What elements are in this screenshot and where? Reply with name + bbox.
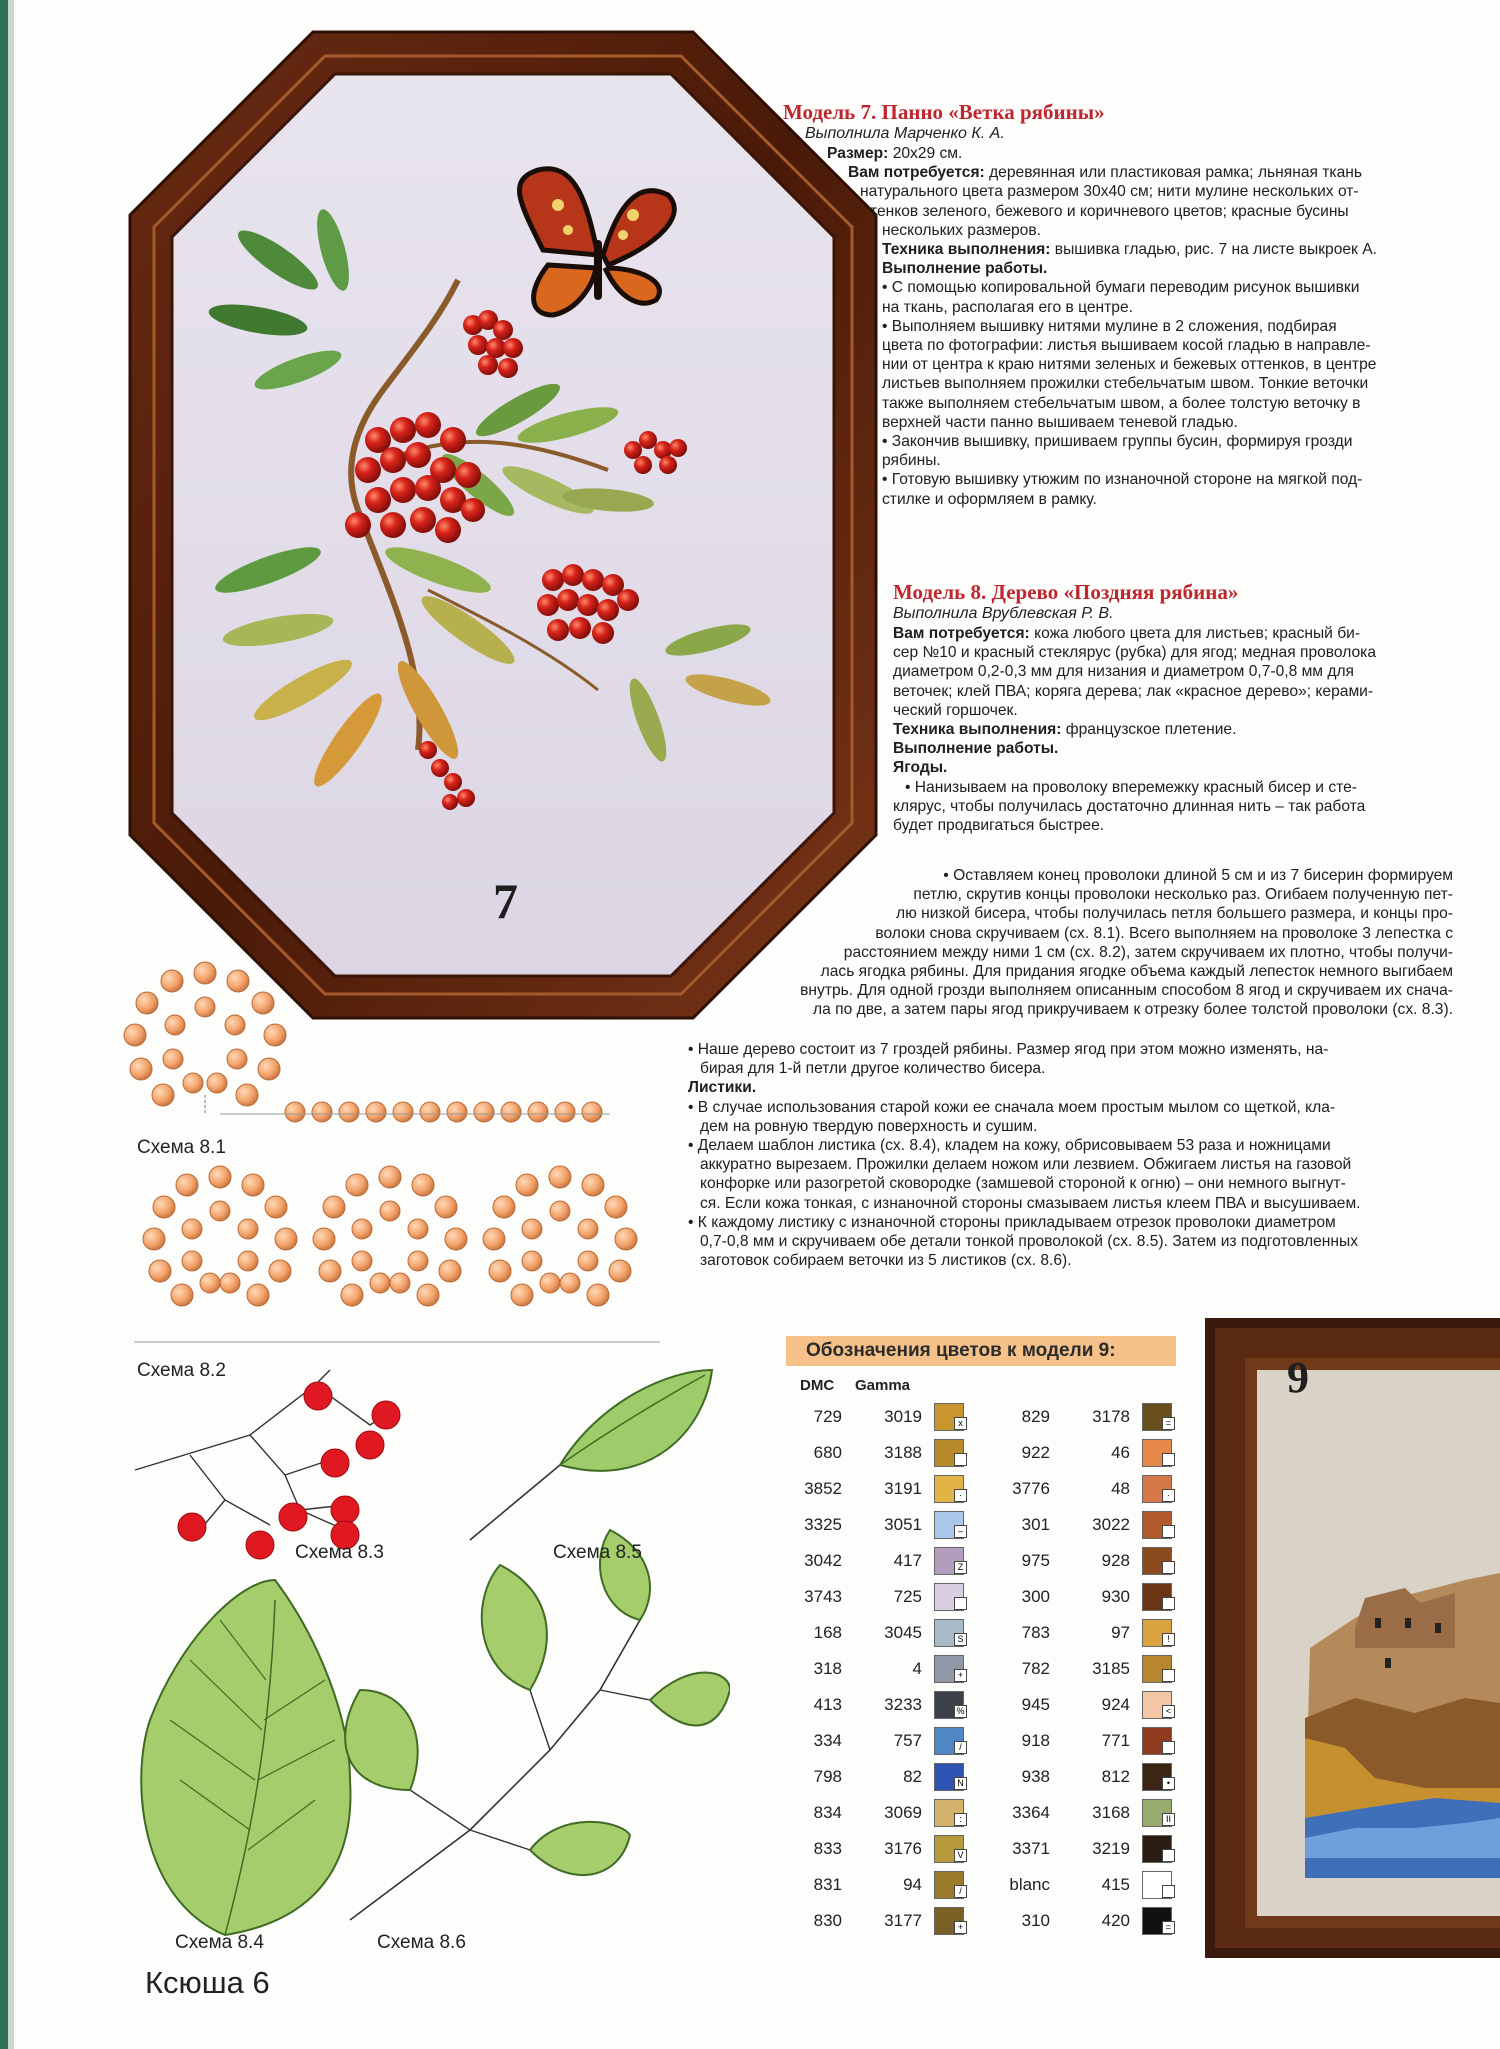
m8-needs-line-2: диаметром 0,2-0,3 мм для низания и диаметром 0,7-0,8 мм для <box>893 663 1355 681</box>
gamma-code: 94 <box>903 1875 922 1894</box>
gamma-code: 3176 <box>884 1839 922 1858</box>
gamma-code: 420 <box>1101 1911 1130 1930</box>
m8-leaves-p2-line: аккуратно вырезаем. Прожилки делаем ножом или лезвием. Обжигаем листья на газовой <box>700 1156 1352 1174</box>
dmc-code: 680 <box>813 1443 842 1462</box>
caption-scheme-8-5: Схема 8.5 <box>553 1542 642 1563</box>
gamma-code: 3069 <box>884 1803 922 1822</box>
symbol-box: S <box>954 1633 967 1646</box>
gamma-code: 812 <box>1101 1767 1130 1786</box>
gamma-code: 48 <box>1111 1479 1130 1498</box>
gamma-code: 3051 <box>884 1515 922 1534</box>
dmc-code: 830 <box>813 1911 842 1930</box>
symbol-box: N <box>954 1777 967 1790</box>
gamma-code: 928 <box>1101 1551 1130 1570</box>
gamma-code: 46 <box>1111 1443 1130 1462</box>
needs-label: Вам потребуется: <box>848 164 985 182</box>
m8-berries-p2-line: внутрь. Для одной грозди выполняем описанным способом 8 ягод и скручиваем их снача- <box>800 982 1453 1000</box>
gamma-code: 4 <box>912 1659 922 1678</box>
dmc-code: 334 <box>813 1731 842 1750</box>
m8-needs-text: кожа любого цвета для листьев; красный би- <box>1029 625 1361 642</box>
step-line: • С помощью копировальной бумаги переводим рисунок вышивки <box>882 278 1478 297</box>
dmc-code: 300 <box>1021 1587 1050 1606</box>
m8-berries-p1-line: • Нанизываем на проволоку вперемежку красный бисер и сте- <box>905 778 1453 797</box>
step-0 <box>882 278 1478 316</box>
symbol-box <box>1162 1849 1175 1862</box>
m8-berries-p1-line: будет продвигаться быстрее. <box>893 817 1105 835</box>
dmc-code: 413 <box>813 1695 842 1714</box>
gamma-code: 3191 <box>884 1479 922 1498</box>
symbol-box: + <box>954 1921 967 1934</box>
m8-berries-p2-line: • Оставляем конец проволоки длиной 5 см и из 7 бисерин формируем <box>688 866 1453 885</box>
model-7-body <box>848 163 1478 509</box>
dmc-code: 729 <box>813 1407 842 1426</box>
dmc-code: 975 <box>1021 1551 1050 1570</box>
step-line: на ткань, располагая его в центре. <box>882 298 1133 316</box>
dmc-code: 834 <box>813 1803 842 1822</box>
symbol-box <box>1162 1453 1175 1466</box>
symbol-box: · <box>1162 1489 1175 1502</box>
legend-col-dmc: DMC <box>800 1377 835 1394</box>
symbol-box: II <box>1162 1813 1175 1826</box>
dmc-code: 3042 <box>804 1551 842 1570</box>
gamma-code: 3019 <box>884 1407 922 1426</box>
m8-berries-p2-line: лю низкой бисера, чтобы получилась петля большего размера, и концы про- <box>896 905 1453 923</box>
page-edge-strip <box>0 0 8 2049</box>
dmc-code: 798 <box>813 1767 842 1786</box>
dmc-code: 918 <box>1021 1731 1050 1750</box>
symbol-box: = <box>1162 1921 1175 1934</box>
step-line: стилке и оформляем в рамку. <box>882 490 1097 508</box>
symbol-box: / <box>954 1741 967 1754</box>
step-1 <box>882 317 1478 432</box>
model-7-size <box>827 144 1483 163</box>
gamma-code: 3188 <box>884 1443 922 1462</box>
step-line: • Готовую вышивку утюжим по изнаночной стороне на мягкой под- <box>882 470 1478 489</box>
m8-berries-p2-line: ла по две, а затем пары ягод прикручиваем к отрезку более толстой проволоки (сх. 8.3). <box>813 1001 1453 1019</box>
m8-berries-p3-line: • Наше дерево состоит из 7 гроздей рябины. Размер ягод при этом можно изменять, на- <box>688 1040 1463 1059</box>
work-label: Выполнение работы. <box>882 260 1048 278</box>
gamma-code: 82 <box>903 1767 922 1786</box>
symbol-box: < <box>1162 1705 1175 1718</box>
needs-line-1: натурального цвета размером 30х40 см; нити мулине нескольких от- <box>860 183 1359 201</box>
dmc-code: 301 <box>1021 1515 1050 1534</box>
symbol-box: x <box>954 1417 967 1430</box>
dmc-code: 833 <box>813 1839 842 1858</box>
m8-leaves-p2-line: конфорке или разогретой сковородке (замшевой стороной к огню) – они немного выгнут- <box>700 1175 1346 1193</box>
dmc-code: 922 <box>1021 1443 1050 1462</box>
legend-right-column <box>992 1403 1182 1943</box>
dmc-code: 3371 <box>1012 1839 1050 1858</box>
step-3 <box>882 470 1478 508</box>
symbol-box <box>954 1597 967 1610</box>
symbol-box <box>1162 1561 1175 1574</box>
size-label: Размер: <box>827 145 889 162</box>
step-line: верхней части панно вышиваем теневой гладью. <box>882 413 1238 431</box>
photo-model-9 <box>1205 1318 1500 1958</box>
caption-scheme-8-3: Схема 8.3 <box>295 1542 384 1563</box>
model-7-title: Модель 7. Панно «Ветка рябины» <box>783 100 1105 124</box>
gamma-code: 3219 <box>1092 1839 1130 1858</box>
gamma-code: 3022 <box>1092 1515 1130 1534</box>
m8-leaves-p1-line: • В случае использования старой кожи ее сначала моем простым мылом со щеткой, кла- <box>688 1098 1463 1117</box>
symbol-box: / <box>954 1885 967 1898</box>
m8-tech-value: французское плетение. <box>1061 721 1237 739</box>
model-8-header <box>893 580 1453 835</box>
m8-leaves-p3-line: • К каждому листику с изнаночной стороны прикладываем отрезок проволоки диаметром <box>688 1213 1463 1232</box>
m8-berries-label: Ягоды. <box>893 759 948 777</box>
photo-number-7: 7 <box>493 873 518 929</box>
dmc-code: 3743 <box>804 1587 842 1606</box>
model-7-author: Выполнила Марченко К. А. <box>805 125 1005 142</box>
needs-line-0 <box>848 163 1478 182</box>
dmc-code: 3776 <box>1012 1479 1050 1498</box>
symbol-box: Z <box>954 1561 967 1574</box>
gamma-code: 97 <box>1111 1623 1130 1642</box>
m8-berries-p2-line: расстоянием между ними 1 см (сх. 8.2), затем скручиваем их плотно, чтобы получи- <box>843 943 1453 961</box>
caption-scheme-8-1: Схема 8.1 <box>137 1137 226 1158</box>
symbol-box: ! <box>1162 1633 1175 1646</box>
symbol-box: : <box>954 1813 967 1826</box>
framed-cross-stitch-landscape <box>1205 1318 1500 1958</box>
gamma-code: 415 <box>1101 1875 1130 1894</box>
symbol-box <box>1162 1597 1175 1610</box>
step-line: листьев выполняем прожилки стебельчатым швом. Тонкие веточки <box>882 375 1369 393</box>
tech-line <box>882 240 1478 259</box>
dmc-code: 783 <box>1021 1623 1050 1642</box>
m8-work-label: Выполнение работы. <box>893 740 1059 758</box>
m8-tech-label: Техника выполнения: <box>893 721 1062 739</box>
symbol-box: + <box>954 1669 967 1682</box>
model-8-title: Модель 8. Дерево «Поздняя рябина» <box>893 580 1239 604</box>
caption-scheme-8-4: Схема 8.4 <box>175 1932 264 1953</box>
step-line: также выполняем стебельчатым швом, а более толстую веточку в <box>882 394 1361 412</box>
gamma-code: 930 <box>1101 1587 1130 1606</box>
m8-leaves-p2-line: ся. Если кожа тонкая, с изнаночной стороны смазываем листья клеем ПВА и высушиваем. <box>700 1194 1361 1212</box>
dmc-code: 168 <box>813 1623 842 1642</box>
m8-leaves-p1-line: дем на ровную твердую поверхность и сушим. <box>700 1117 1038 1135</box>
dmc-code: blanc <box>1009 1875 1050 1894</box>
caption-scheme-8-2: Схема 8.2 <box>137 1360 226 1381</box>
m8-berries-p2-line: волоки снова скручиваем (сх. 8.1). Всего выполняем на проволоке 3 лепестка с <box>875 924 1453 942</box>
gamma-code: 3045 <box>884 1623 922 1642</box>
m8-berries-p2-line: лась ягодка рябины. Для придания ягодке объема каждый лепесток немного выгибаем <box>820 963 1453 981</box>
gamma-code: 771 <box>1101 1731 1130 1750</box>
legend-left-column <box>784 1403 974 1943</box>
m8-needs-line-0 <box>893 624 1453 643</box>
dmc-code: 782 <box>1021 1659 1050 1678</box>
m8-needs-line-1: сер №10 и красный стеклярус (рубка) для ягод; медная проволока <box>893 644 1377 662</box>
legend-title: Обозначения цветов к модели 9: <box>786 1336 1176 1366</box>
step-line: цвета по фотографии: листья вышиваем косой гладью в направле- <box>882 337 1371 355</box>
dmc-code: 829 <box>1021 1407 1050 1426</box>
gamma-code: 924 <box>1101 1695 1130 1714</box>
symbol-box: • <box>1162 1777 1175 1790</box>
photo-number-9: 9 <box>1287 1353 1309 1402</box>
tech-value: вышивка гладью, рис. 7 на листе выкроек А. <box>1050 241 1377 259</box>
model-7-section <box>783 100 1483 509</box>
dmc-code: 831 <box>813 1875 842 1894</box>
dmc-code: 938 <box>1021 1767 1050 1786</box>
needs-line-3: нескольких размеров. <box>882 221 1041 239</box>
m8-needs-line-3: веточек; клей ПВА; коряга дерева; лак «красное дерево»; керами- <box>893 682 1374 700</box>
gamma-code: 3178 <box>1092 1407 1130 1426</box>
page-footer: Ксюша 6 <box>145 1965 270 2000</box>
leaf-berry-schemes <box>130 1360 730 1940</box>
symbol-box <box>1162 1669 1175 1682</box>
symbol-box: V <box>954 1849 967 1862</box>
gamma-code: 417 <box>893 1551 922 1570</box>
step-line: нии от центра к краю нитями зеленых и бежевых оттенков, в центре <box>882 356 1377 374</box>
m8-berries-p1-line: клярус, чтобы получилась достаточно длинная нить – так работа <box>893 797 1366 815</box>
model-8-author: Выполнила Врублевская Р. В. <box>893 605 1114 622</box>
m8-leaves-p3-line: заготовок собираем веточки из 5 листиков (сх. 8.6). <box>700 1252 1072 1270</box>
m8-leaves-p3-line: 0,7-0,8 мм и скручиваем обе детали тонкой проволокой (сх. 8.5). Затем из подготовленных <box>700 1233 1359 1251</box>
symbol-box: = <box>1162 1417 1175 1430</box>
model-8-rest-text <box>688 1040 1463 1270</box>
dmc-code: 3852 <box>804 1479 842 1498</box>
gamma-code: 725 <box>893 1587 922 1606</box>
tech-label: Техника выполнения: <box>882 241 1051 259</box>
caption-scheme-8-6: Схема 8.6 <box>377 1932 466 1953</box>
size-value: 20х29 см. <box>888 145 963 162</box>
step-line: • Выполняем вышивку нитями мулине в 2 сложения, подбирая <box>882 317 1478 336</box>
model-8-berries-text <box>688 866 1453 1020</box>
m8-tech-line <box>893 720 1453 739</box>
gamma-code: 3233 <box>884 1695 922 1714</box>
dmc-code: 945 <box>1021 1695 1050 1714</box>
m8-needs-label: Вам потребуется: <box>893 625 1030 642</box>
symbol-box: % <box>954 1705 967 1718</box>
step-line: • Закончив вышивку, пришиваем группы бусин, формируя грозди <box>882 432 1478 451</box>
m8-needs-line-4: ческий горшочек. <box>893 701 1018 719</box>
page-edge-strip-light <box>8 0 14 2049</box>
gamma-code: 3168 <box>1092 1803 1130 1822</box>
gamma-code: 3177 <box>884 1911 922 1930</box>
m8-leaves-p2-line: • Делаем шаблон листика (сх. 8.4), кладем на кожу, обрисовываем 53 раза и ножницами <box>688 1136 1463 1155</box>
symbol-box <box>1162 1885 1175 1898</box>
dmc-code: 3325 <box>804 1515 842 1534</box>
symbol-box: – <box>954 1525 967 1538</box>
m8-berries-p3-line: бирая для 1-й петли другое количество бисера. <box>700 1060 1046 1078</box>
dmc-code: 3364 <box>1012 1803 1050 1822</box>
dmc-code: 318 <box>813 1659 842 1678</box>
symbol-box <box>1162 1525 1175 1538</box>
gamma-code: 3185 <box>1092 1659 1130 1678</box>
dmc-code: 310 <box>1021 1911 1050 1930</box>
legend-col-gamma: Gamma <box>855 1377 911 1394</box>
m8-berries-p2-line: петлю, скрутив концы проволоки несколько раз. Огибаем полученную пет- <box>913 886 1453 904</box>
needs-line-2: тенков зеленого, бежевого и коричневого цветов; красные бусины <box>870 202 1349 220</box>
symbol-box <box>954 1453 967 1466</box>
symbol-box <box>1162 1741 1175 1754</box>
step-2 <box>882 432 1478 470</box>
m8-leaves-label: Листики. <box>688 1079 757 1097</box>
symbol-box: · <box>954 1489 967 1502</box>
step-line: рябины. <box>882 452 941 470</box>
needs-text: деревянная или пластиковая рамка; льняная ткань <box>984 164 1362 182</box>
gamma-code: 757 <box>893 1731 922 1750</box>
